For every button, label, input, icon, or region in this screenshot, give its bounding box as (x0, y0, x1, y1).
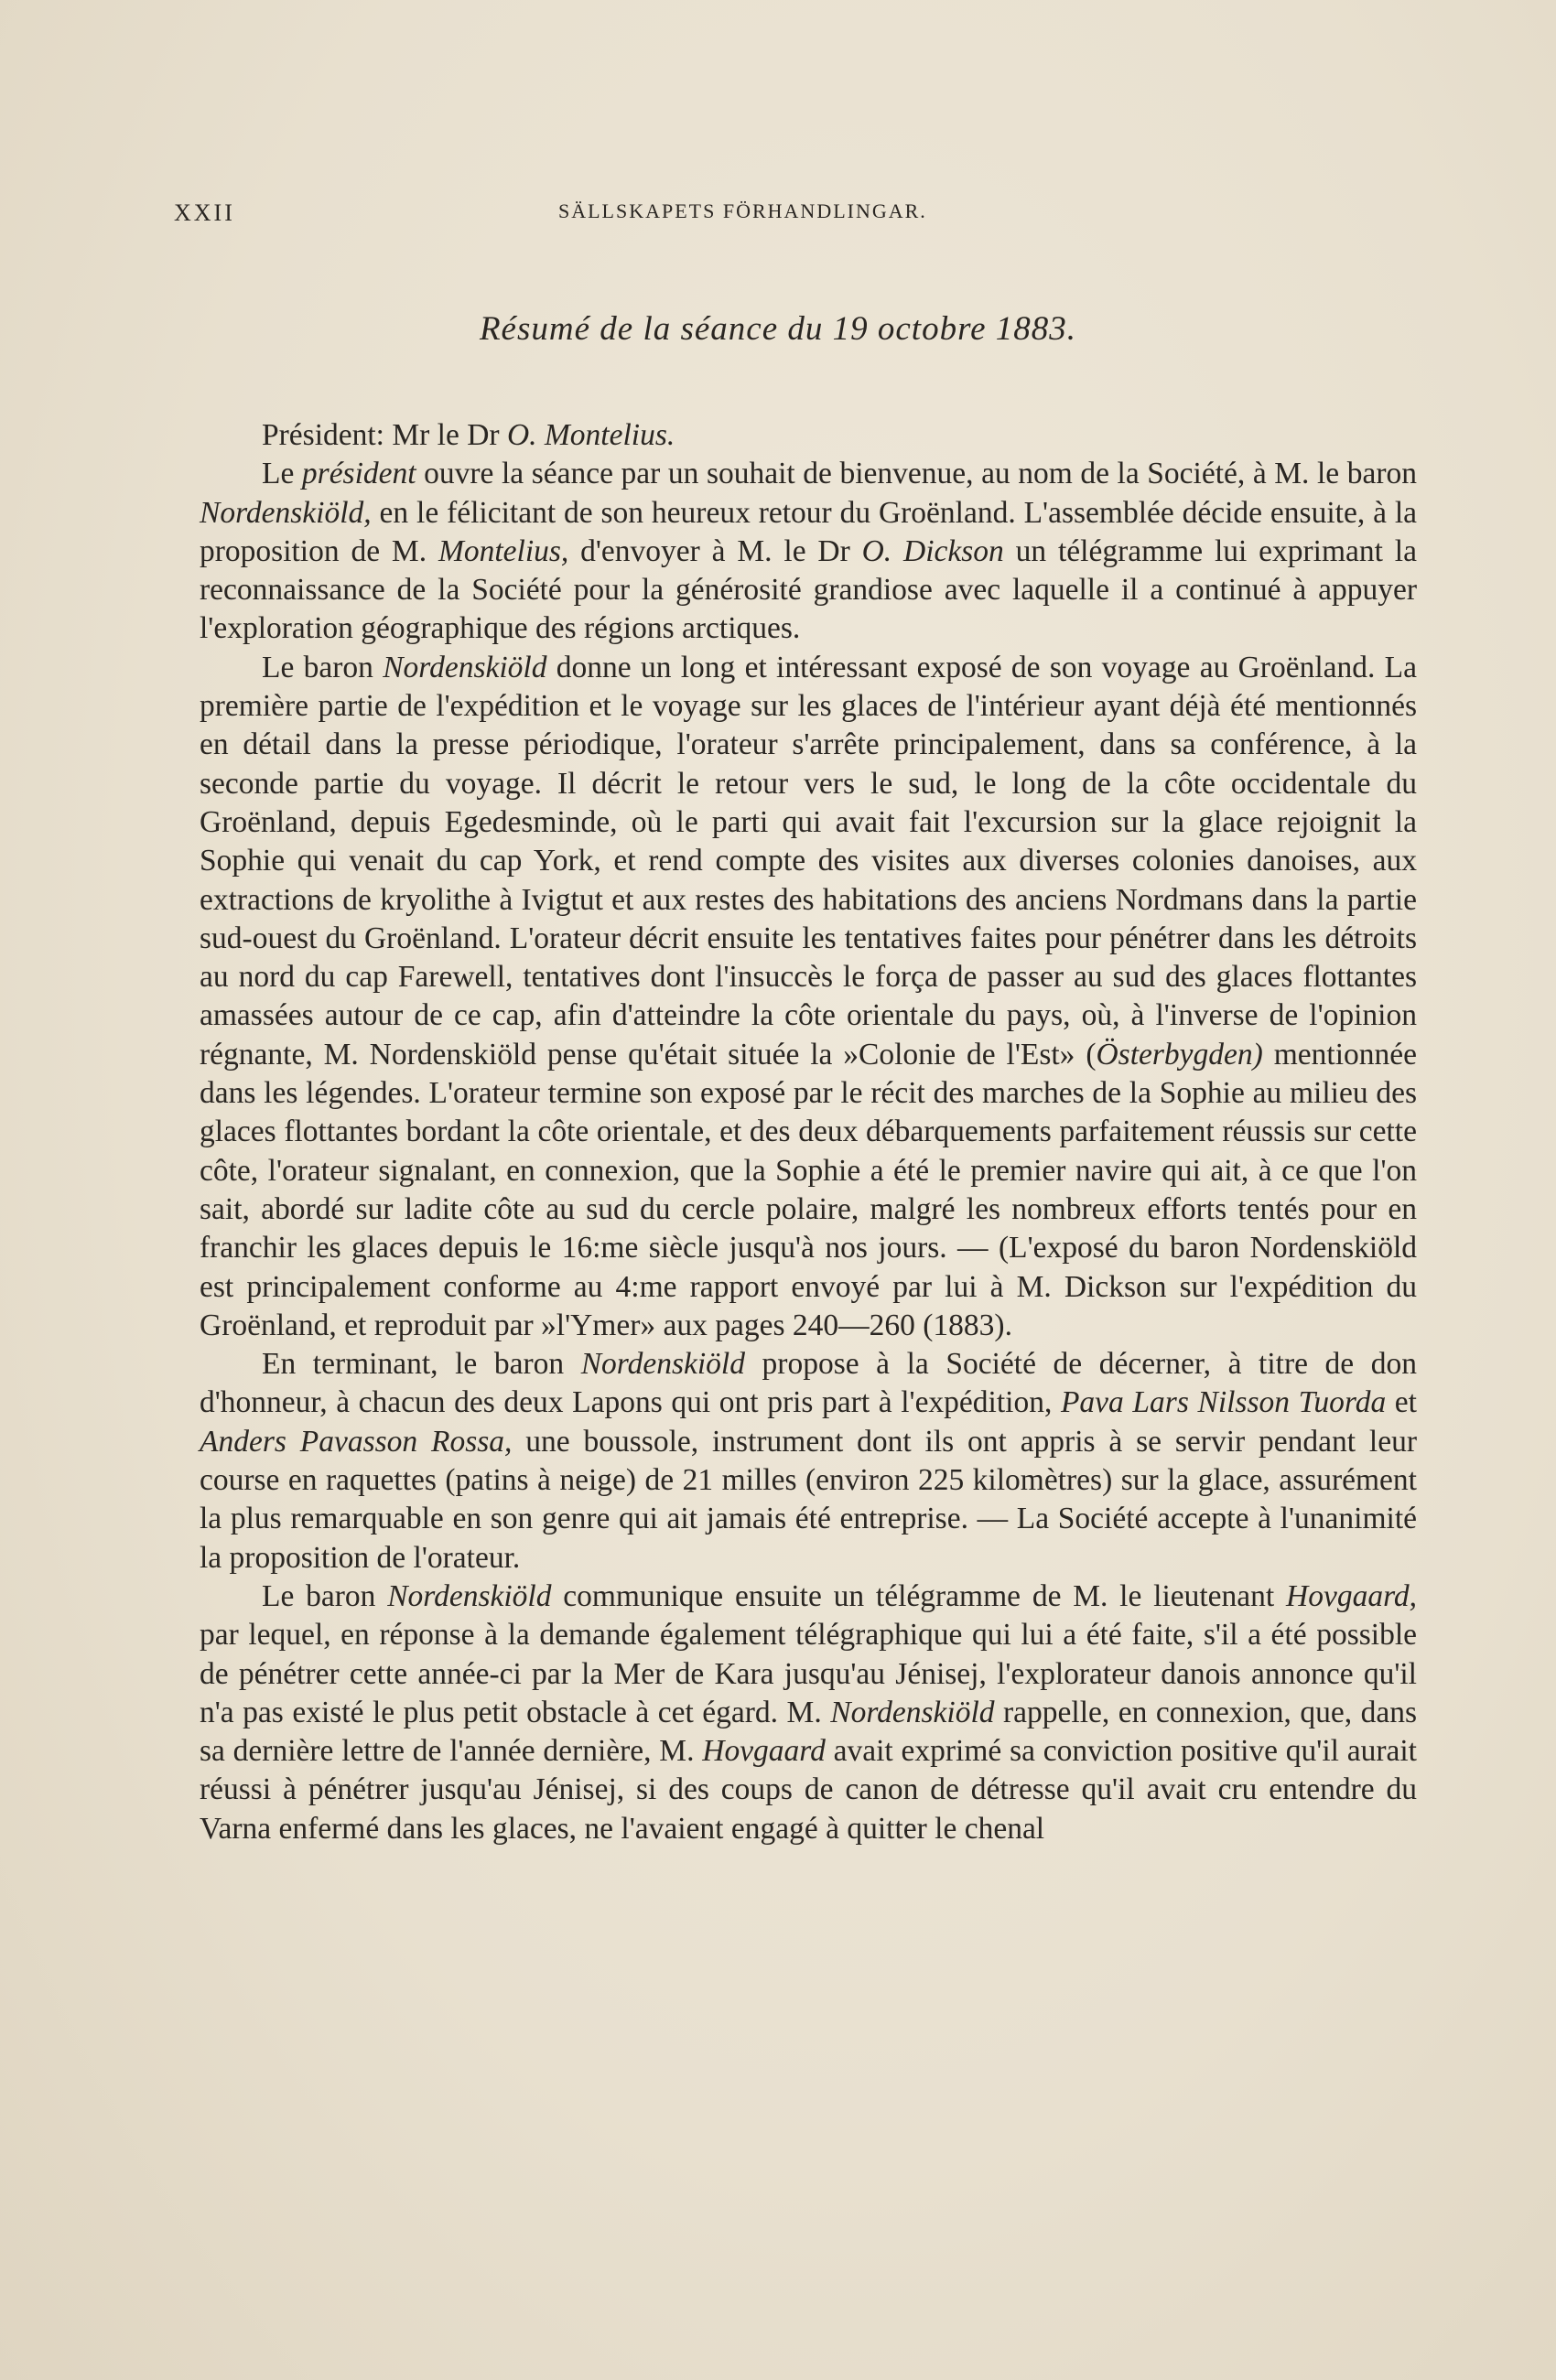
emphasis-run: Österbygden) (1096, 1037, 1263, 1072)
text-run: d'envoyer à M. le Dr (568, 533, 862, 568)
page-number: XXII (174, 199, 235, 226)
president-name: O. Montelius. (506, 418, 675, 452)
text-run: et (1386, 1385, 1417, 1420)
emphasis-run: Montelius, (438, 533, 569, 568)
text-run: mentionnée dans les légendes. L'orateur termine son exposé par le récit des marches de la Sophie au milieu des glaces flottantes bordant la côte orientale, et des deux débarquements parfaitement réussis sur cette côte, l'orateur signalant, en connexion, que la Sophie a été le premier navire qui ait, à ce que l'on sait, abordé sur ladite côte au sud du cercle polaire, malgré les nombreux efforts tentés pour en franchir les glaces depuis le 16:me siècle jusqu'à nos jours. — (L'exposé du baron Nordenskiöld est principalement conforme au 4:me rapport envoyé par lui à M. Dickson sur l'expédition du Groënland, et reproduit par »l'Ymer» aux pages 240—260 (1883). (200, 1037, 1418, 1342)
emphasis-run: Anders Pavasson Rossa, (200, 1424, 513, 1459)
emphasis-run: Hovgaard (702, 1734, 826, 1769)
body-text (200, 416, 1417, 1848)
president-line (200, 416, 1417, 455)
emphasis-run: Nordenskiöld (580, 1347, 745, 1382)
section-title: Résumé de la séance du 19 octobre 1883. (479, 310, 1077, 348)
text-run: Le baron (262, 1578, 388, 1613)
text-run: communique ensuite un télégramme de M. le lieutenant (551, 1578, 1287, 1613)
text-run: En terminant, le baron (262, 1347, 581, 1382)
running-head: SÄLLSKAPETS FÖRHANDLINGAR. (558, 199, 927, 222)
text-run: par lequel, en réponse à la demande également télégraphique qui lui a été faite, s'il a été possible de pénétrer cette année-ci par la Mer de Kara jusqu'au Jénisej, l'explorateur danois annonce qu'il n'a pas existé le plus petit obstacle à cet égard. M. (200, 1618, 1417, 1729)
emphasis-run: Nordenskiöld (830, 1695, 995, 1729)
paragraph-4 (200, 1578, 1417, 1848)
emphasis-run: Nordenskiöld, (200, 495, 372, 530)
president-label: Président: Mr le Dr (262, 418, 507, 452)
emphasis-run: Nordenskiöld (383, 650, 547, 684)
emphasis-run: Hovgaard, (1286, 1578, 1417, 1613)
text-run: propose à la Société de décerner, à titre de don d'honneur, à chacun des deux Lapons qui ont pris part à l'expédition, (200, 1347, 1417, 1420)
emphasis-run: O. Dickson (861, 533, 1004, 568)
emphasis-run: président (301, 457, 416, 491)
text-run: Le baron (262, 650, 384, 684)
paragraph-2 (200, 649, 1417, 1345)
text-run: une boussole, instrument dont ils ont appris à se servir pendant leur course en raquettes (patins à neige) de 21 milles (environ 225 kilomètres) sur la glace, assurément la plus remarquable en son genre qui ait jamais été entreprise. — La Société accepte à l'unanimité la proposition de l'orateur. (200, 1424, 1417, 1575)
text-run: rappelle, en connexion, que, dans sa dernière lettre de l'année dernière, M. (200, 1695, 1417, 1769)
emphasis-run: Nordenskiöld (387, 1578, 552, 1613)
text-run: un télégramme lui exprimant la reconnaissance de la Société pour la générosité grandiose avec laquelle il a continué à appuyer l'exploration géographique des régions arctiques. (200, 533, 1417, 646)
paragraph-1 (200, 455, 1417, 648)
text-run: avait exprimé sa conviction positive qu'il aurait réussi à pénétrer jusqu'au Jénisej, si des coups de canon de détresse qu'il avait cru entendre du Varna enfermé dans les glaces, ne l'avaient engagé à quitter le chenal (200, 1734, 1417, 1846)
text-run: Le (262, 457, 302, 491)
text-run: ouvre la séance par un souhait de bienvenue, au nom de la Société, à M. le baron (416, 457, 1417, 491)
text-run: en le félicitant de son heureux retour du Groënland. L'assemblée décide ensuite, à la proposition de M. (200, 495, 1417, 568)
emphasis-run: Pava Lars Nilsson Tuorda (1060, 1385, 1387, 1420)
page-header (174, 199, 1391, 236)
text-run: donne un long et intéressant exposé de son voyage au Groënland. La première partie de l'expédition et le voyage sur les glaces de l'intérieur ayant déjà été mentionnés en détail dans la presse périodique, l'orateur s'arrête principalement, dans sa conférence, à la seconde partie du voyage. Il décrit le retour vers le sud, le long de la côte occidentale du Groënland, depuis Egedesminde, où le parti qui avait fait l'excursion sur la glace rejoignit la Sophie qui venait du cap York, et rend compte des visites aux diverses colonies danoises, aux extractions de kryolithe à Ivigtut et aux restes des habitations des anciens Nordmans dans la partie sud-ouest du Groënland. L'orateur décrit ensuite les tentatives faites pour pénétrer dans les détroits au nord du cap Farewell, tentatives dont l'insuccès le força de passer au sud des glaces flottantes amassées autour de ce cap, afin d'atteindre la côte orientale du pays, où, à l'inverse de l'opinion régnante, M. Nordenskiöld pense qu'était située la »Colonie de l'Est» ( (200, 650, 1418, 1072)
paragraph-3 (200, 1345, 1417, 1578)
